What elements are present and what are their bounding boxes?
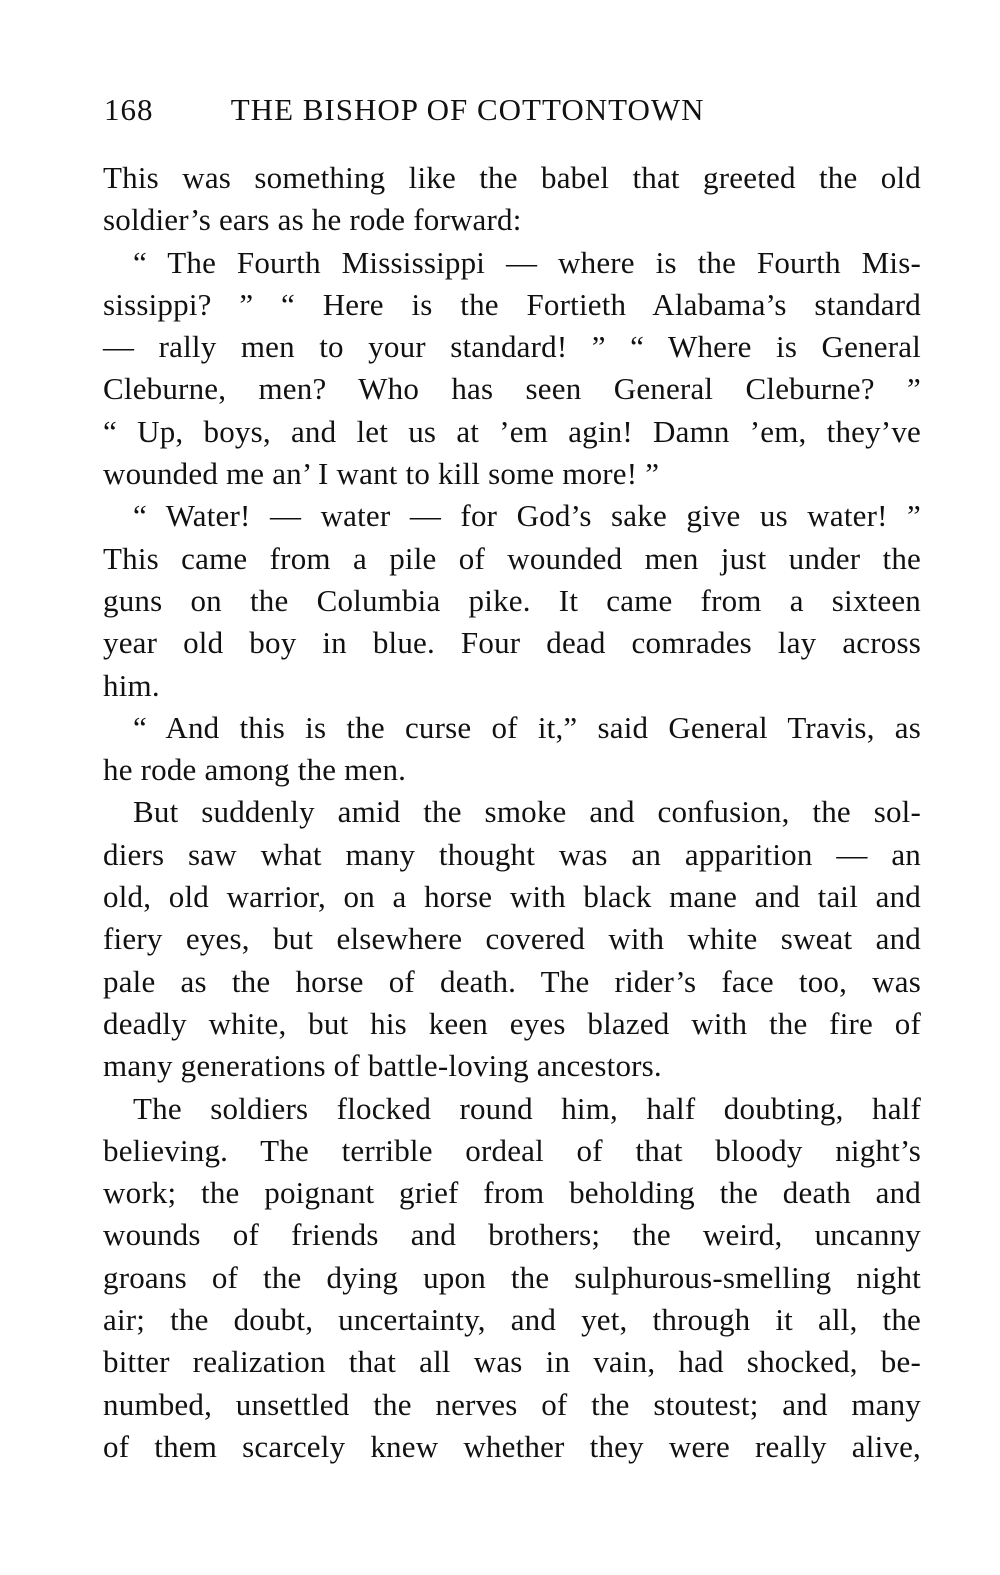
text-line: Cleburne, men? Who has seen General Cleburne? ” bbox=[103, 371, 921, 407]
text-line: — rally men to your standard! ” “ Where is General bbox=[103, 329, 921, 365]
text-line: him. bbox=[103, 667, 160, 703]
text-line: of them scarcely knew whether they were really alive, bbox=[103, 1428, 921, 1464]
text-line: air; the doubt, uncertainty, and yet, through it all, the bbox=[103, 1302, 921, 1338]
page-header bbox=[104, 92, 924, 138]
page-number: 168 bbox=[104, 92, 154, 127]
text-line: work; the poignant grief from beholding the death and bbox=[103, 1175, 921, 1211]
text-line: wounded me an’ I want to kill some more! ” bbox=[103, 456, 660, 492]
text-line: groans of the dying upon the sulphurous-smelling night bbox=[103, 1259, 921, 1295]
text-line: But suddenly amid the smoke and confusion, the sol- bbox=[133, 794, 921, 830]
text-line: believing. The terrible ordeal of that bloody night’s bbox=[103, 1132, 921, 1168]
text-line: “ Water! — water — for God’s sake give us water! ” bbox=[133, 498, 921, 534]
text-line: many generations of battle-loving ancestors. bbox=[103, 1048, 662, 1084]
body-text bbox=[103, 157, 921, 1468]
text-line: “ Up, boys, and let us at ’em agin! Damn ’em, they’ve bbox=[103, 413, 921, 449]
text-line: “ The Fourth Mississippi — where is the Fourth Mis- bbox=[133, 244, 921, 280]
text-line: soldier’s ears as he rode forward: bbox=[103, 202, 522, 238]
text-line: “ And this is the curse of it,” said General Travis, as bbox=[133, 709, 921, 745]
text-line: he rode among the men. bbox=[103, 752, 407, 788]
text-line: The soldiers flocked round him, half doubting, half bbox=[133, 1090, 921, 1126]
text-line: pale as the horse of death. The rider’s face too, was bbox=[103, 963, 921, 999]
text-line: deadly white, but his keen eyes blazed with the fire of bbox=[103, 1005, 921, 1041]
text-line: numbed, unsettled the nerves of the stoutest; and many bbox=[103, 1386, 921, 1422]
text-line: fiery eyes, but elsewhere covered with white sweat and bbox=[103, 921, 921, 957]
text-line: old, old warrior, on a horse with black mane and tail and bbox=[103, 879, 921, 915]
text-line: This was something like the babel that greeted the old bbox=[103, 160, 921, 195]
text-line: wounds of friends and brothers; the weird, uncanny bbox=[103, 1217, 921, 1253]
text-line: sissippi? ” “ Here is the Fortieth Alabama’s standard bbox=[103, 286, 921, 322]
text-line: guns on the Columbia pike. It came from a sixteen bbox=[103, 582, 921, 618]
text-line: diers saw what many thought was an apparition — an bbox=[103, 836, 921, 872]
text-line: year old boy in blue. Four dead comrades lay across bbox=[103, 625, 921, 661]
text-line: This came from a pile of wounded men just under the bbox=[103, 540, 921, 576]
text-line: bitter realization that all was in vain, had shocked, be- bbox=[103, 1344, 921, 1380]
running-head: THE BISHOP OF COTTONTOWN bbox=[230, 92, 705, 127]
